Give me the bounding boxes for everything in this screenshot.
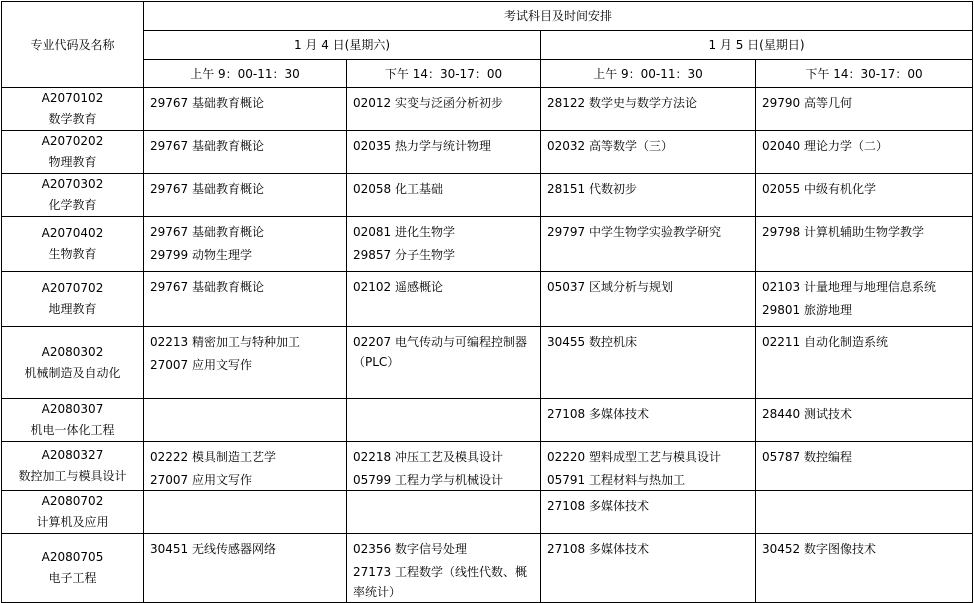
subject-cell [756, 491, 973, 534]
exam-subject: 29790 高等几何 [762, 96, 852, 110]
subject-cell [347, 534, 541, 603]
exam-subject: 02220 塑料成型工艺与模具设计 [547, 450, 721, 464]
exam-subject: 30451 无线传感器网络 [150, 542, 276, 556]
exam-subject: 02213 精密加工与特种加工 [150, 335, 300, 349]
major-code: A2070402 [41, 226, 104, 240]
exam-subject: 30452 数字图像技术 [762, 542, 876, 556]
major-name: 电子工程 [48, 571, 97, 585]
exam-schedule-table [1, 1, 973, 603]
subject-cell [347, 491, 541, 534]
subject-cell [144, 327, 347, 399]
header-exam-schedule: 考试科目及时间安排 [144, 2, 973, 31]
subject-cell [541, 272, 756, 327]
subject-cell [756, 534, 973, 603]
exam-subject: 02218 冲压工艺及模具设计 [353, 450, 503, 464]
exam-subject: 05799 工程力学与机械设计 [353, 473, 503, 487]
subject-cell [756, 131, 973, 174]
header-session-2: 下午 14：30-17：00 [347, 60, 541, 88]
exam-subject: 28122 数学史与数学方法论 [547, 96, 697, 110]
subject-cell [347, 131, 541, 174]
exam-subject: 27007 应用文写作 [150, 473, 252, 487]
subject-cell [756, 272, 973, 327]
exam-subject: 27007 应用文写作 [150, 358, 252, 372]
major-name: 地理教育 [48, 302, 97, 316]
major-cell [2, 131, 144, 174]
subject-cell [756, 174, 973, 217]
header-session-1: 上午 9：00-11：30 [144, 60, 347, 88]
subject-cell [347, 88, 541, 131]
subject-cell [144, 174, 347, 217]
exam-subject: 28440 测试技术 [762, 407, 852, 421]
subject-cell [144, 88, 347, 131]
exam-subject: 27108 多媒体技术 [547, 542, 649, 556]
subject-cell [347, 174, 541, 217]
exam-subject: 30455 数控机床 [547, 335, 637, 349]
exam-subject: 29857 分子生物学 [353, 248, 455, 262]
exam-subject: 02103 计量地理与地理信息系统 [762, 280, 936, 294]
major-name: 机电一体化工程 [30, 423, 115, 437]
exam-subject: 29767 基础教育概论 [150, 139, 264, 153]
exam-subject: 02055 中级有机化学 [762, 182, 876, 196]
exam-subject: 28151 代数初步 [547, 182, 637, 196]
subject-cell [144, 272, 347, 327]
subject-cell [144, 491, 347, 534]
major-code: A2070702 [41, 281, 104, 295]
subject-cell [541, 399, 756, 442]
subject-cell [541, 217, 756, 272]
major-code: A2080705 [41, 550, 104, 564]
subject-cell [144, 399, 347, 442]
exam-subject: 29767 基础教育概论 [150, 182, 264, 196]
exam-subject: 29767 基础教育概论 [150, 225, 264, 239]
exam-subject: 27108 多媒体技术 [547, 407, 649, 421]
table-row [2, 442, 973, 491]
exam-subject: 05037 区域分析与规划 [547, 280, 673, 294]
subject-cell [541, 88, 756, 131]
header-session-4: 下午 14：30-17：00 [756, 60, 973, 88]
exam-subject: 02222 模具制造工艺学 [150, 450, 276, 464]
major-cell [2, 327, 144, 399]
major-name: 计算机及应用 [36, 515, 109, 529]
subject-cell [347, 327, 541, 399]
exam-subject: 29801 旅游地理 [762, 303, 852, 317]
subject-cell [756, 442, 973, 491]
exam-subject: 29797 中学生物学实验教学研究 [547, 225, 721, 239]
table-row [2, 534, 973, 603]
table-row [2, 174, 973, 217]
exam-subject: 02102 遥感概论 [353, 280, 443, 294]
table-row [2, 327, 973, 399]
header-session-3: 上午 9：00-11：30 [541, 60, 756, 88]
major-name: 化学教育 [48, 198, 97, 212]
exam-subject: 02081 进化生物学 [353, 225, 455, 239]
exam-subject: 02035 热力学与统计物理 [353, 139, 491, 153]
table-row [2, 399, 973, 442]
major-name: 物理教育 [48, 155, 97, 169]
subject-cell [144, 217, 347, 272]
exam-subject: 02356 数字信号处理 [353, 542, 467, 556]
major-name: 机械制造及自动化 [24, 365, 121, 380]
major-cell [2, 88, 144, 131]
subject-cell [347, 442, 541, 491]
exam-subject: 05791 工程材料与热加工 [547, 473, 685, 487]
major-name: 生物教育 [48, 247, 97, 261]
subject-cell [756, 88, 973, 131]
major-code: A2080702 [41, 494, 104, 508]
major-name: 数控加工与模具设计 [18, 469, 127, 483]
major-code: A2080327 [41, 448, 104, 462]
exam-subject: 29767 基础教育概论 [150, 280, 264, 294]
subject-cell [756, 217, 973, 272]
exam-subject: 02040 理论力学（二） [762, 139, 888, 153]
subject-cell [541, 442, 756, 491]
exam-subject: 02058 化工基础 [353, 182, 443, 196]
subject-cell [756, 399, 973, 442]
exam-subject: 02032 高等数学（三） [547, 139, 673, 153]
major-code: A2070302 [41, 177, 104, 191]
subject-cell [347, 217, 541, 272]
exam-subject: 27108 多媒体技术 [547, 499, 649, 513]
exam-subject: 29798 计算机辅助生物学教学 [762, 225, 924, 239]
subject-cell [541, 174, 756, 217]
exam-subject: 29767 基础教育概论 [150, 96, 264, 110]
subject-cell [541, 491, 756, 534]
exam-subject: 27173 工程数学（线性代数、概率统计） [353, 565, 527, 599]
subject-cell [144, 131, 347, 174]
subject-cell [541, 327, 756, 399]
subject-cell [347, 272, 541, 327]
exam-subject: 29799 动物生理学 [150, 248, 252, 262]
exam-subject: 02211 自动化制造系统 [762, 335, 888, 349]
header-day-1: 1 月 4 日(星期六) [144, 31, 541, 60]
major-cell [2, 442, 144, 491]
table-row [2, 491, 973, 534]
major-cell [2, 272, 144, 327]
major-name: 数学教育 [48, 112, 97, 126]
exam-subject: 05787 数控编程 [762, 450, 852, 464]
subject-cell [347, 399, 541, 442]
table-row [2, 272, 973, 327]
major-code: A2070102 [41, 91, 104, 105]
table-row [2, 217, 973, 272]
major-cell [2, 534, 144, 603]
subject-cell [144, 442, 347, 491]
major-cell [2, 399, 144, 442]
table-row [2, 88, 973, 131]
exam-subject: 02207 电气传动与可编程控制器（PLC） [353, 335, 527, 369]
header-major: 专业代码及名称 [2, 2, 144, 88]
major-code: A2080307 [41, 402, 104, 416]
exam-table-body [2, 88, 973, 603]
subject-cell [541, 534, 756, 603]
subject-cell [541, 131, 756, 174]
subject-cell [756, 327, 973, 399]
header-day-2: 1 月 5 日(星期日) [541, 31, 973, 60]
major-code: A2070202 [41, 134, 104, 148]
major-code: A2080302 [41, 344, 104, 359]
major-cell [2, 217, 144, 272]
table-row [2, 131, 973, 174]
major-cell [2, 491, 144, 534]
exam-subject: 02012 实变与泛函分析初步 [353, 96, 503, 110]
major-cell [2, 174, 144, 217]
subject-cell [144, 534, 347, 603]
